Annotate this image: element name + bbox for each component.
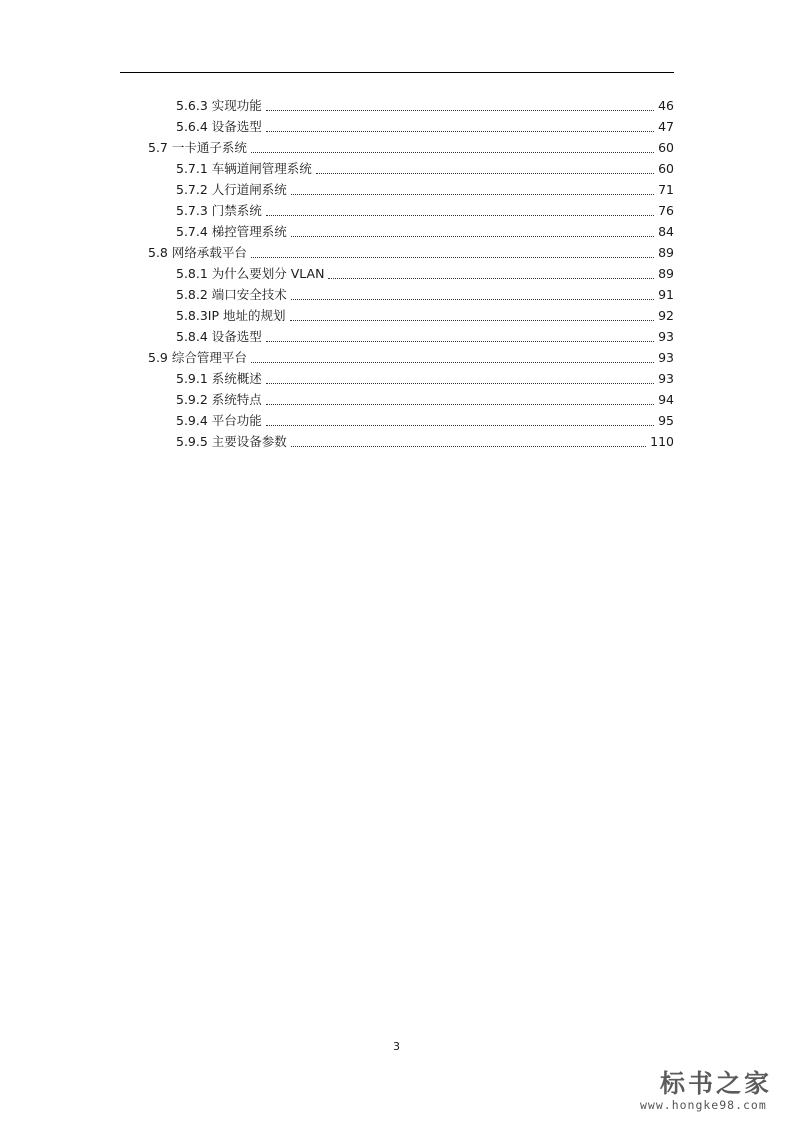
toc-leader — [266, 214, 654, 216]
toc-entry[interactable] — [176, 180, 674, 200]
toc-leader — [266, 424, 654, 426]
toc-entry-page: 93 — [658, 329, 674, 344]
toc-entry-page: 71 — [658, 182, 674, 197]
toc-leader — [266, 382, 654, 384]
toc-entry-label: 5.7.2 人行道闸系统 — [176, 182, 287, 197]
toc-entry-label: 5.8.3IP 地址的规划 — [176, 308, 286, 323]
toc-leader — [316, 172, 654, 174]
watermark-logo — [632, 1058, 792, 1120]
toc-leader — [266, 340, 654, 342]
toc-entry-label: 5.9.4 平台功能 — [176, 413, 262, 428]
toc-entry-page: 94 — [658, 392, 674, 407]
toc-entry-page: 91 — [658, 287, 674, 302]
toc-entry-label: 5.8.4 设备选型 — [176, 329, 262, 344]
toc-leader — [266, 130, 654, 132]
toc-entry[interactable] — [176, 306, 674, 326]
toc-entry[interactable] — [176, 369, 674, 389]
toc-entry-label: 5.9.5 主要设备参数 — [176, 434, 287, 449]
toc-entry-label: 5.7 一卡通子系统 — [148, 140, 247, 155]
toc-entry-label: 5.7.4 梯控管理系统 — [176, 224, 287, 239]
toc-leader — [251, 361, 654, 363]
toc-entry-page: 89 — [658, 245, 674, 260]
toc-entry-label: 5.8.2 端口安全技术 — [176, 287, 287, 302]
toc-entry[interactable] — [176, 285, 674, 305]
toc-entry-page: 76 — [658, 203, 674, 218]
toc-entry-page: 92 — [658, 308, 674, 323]
toc-entry-page: 60 — [658, 161, 674, 176]
toc-entry-label: 5.8.1 为什么要划分 VLAN — [176, 266, 325, 281]
toc-leader — [266, 403, 654, 405]
toc-entry-label: 5.6.3 实现功能 — [176, 98, 262, 113]
toc-entry[interactable] — [176, 264, 674, 284]
toc-entry[interactable] — [176, 411, 674, 431]
toc-entry-page: 84 — [658, 224, 674, 239]
toc-leader — [291, 445, 646, 447]
toc-entry-label: 5.9 综合管理平台 — [148, 350, 247, 365]
toc-entry-label: 5.6.4 设备选型 — [176, 119, 262, 134]
toc-entry[interactable] — [176, 117, 674, 137]
header-rule — [120, 72, 674, 73]
watermark-url: www.hongke98.com — [640, 1098, 767, 1112]
toc-entry-page: 93 — [658, 350, 674, 365]
toc-entry[interactable] — [176, 96, 674, 116]
toc-leader — [266, 109, 654, 111]
toc-entry-label: 5.7.3 门禁系统 — [176, 203, 262, 218]
toc-entry[interactable] — [148, 243, 674, 263]
toc-entry-page: 60 — [658, 140, 674, 155]
toc-leader — [251, 151, 654, 153]
page-number: 3 — [393, 1040, 400, 1053]
toc-entry[interactable] — [176, 327, 674, 347]
toc-entry[interactable] — [176, 201, 674, 221]
toc-entry-page: 95 — [658, 413, 674, 428]
toc-entry-page: 46 — [658, 98, 674, 113]
toc-leader — [290, 319, 655, 321]
toc-leader — [251, 256, 654, 258]
toc-entry-label: 5.9.1 系统概述 — [176, 371, 262, 386]
toc-entry-page: 93 — [658, 371, 674, 386]
toc-entry[interactable] — [148, 348, 674, 368]
toc-entry-label: 5.9.2 系统特点 — [176, 392, 262, 407]
toc-leader — [291, 193, 654, 195]
toc-leader — [328, 277, 654, 279]
toc-entry-page: 47 — [658, 119, 674, 134]
toc-leader — [291, 235, 654, 237]
toc-leader — [291, 298, 654, 300]
toc-entry-label: 5.7.1 车辆道闸管理系统 — [176, 161, 312, 176]
toc-entry-label: 5.8 网络承载平台 — [148, 245, 247, 260]
toc-entry-page: 89 — [658, 266, 674, 281]
toc-entry[interactable] — [176, 390, 674, 410]
toc-entry[interactable] — [176, 159, 674, 179]
toc-entry[interactable] — [176, 432, 674, 452]
toc-entry-page: 110 — [650, 434, 674, 449]
toc-entry[interactable] — [148, 138, 674, 158]
watermark-title: 标书之家 — [660, 1069, 773, 1098]
toc-entry[interactable] — [176, 222, 674, 242]
